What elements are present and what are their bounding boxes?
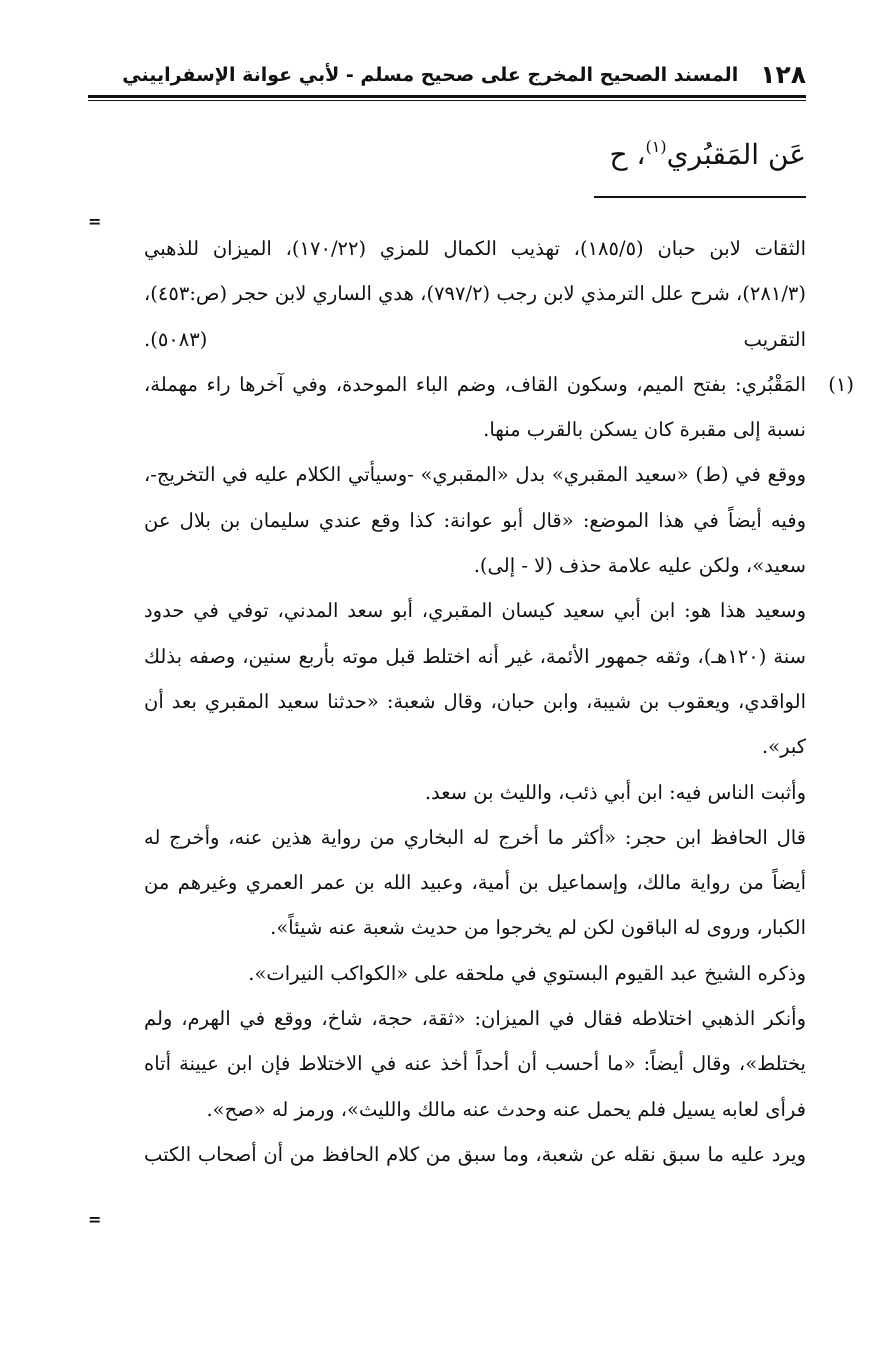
page-header xyxy=(88,58,806,92)
header-rule xyxy=(88,95,806,98)
main-text xyxy=(609,122,806,180)
footnote-paragraph: وسعيد هذا هو: ابن أبي سعيد كيسان المقبري، أبو سعد المدني، توفي في حدود سنة (١٢٠هـ)، وثقه جمهور الأئمة، غير أنه اختلط قبل موته بأربع سنين، وصفه بذلك الواقدي، ويعقوب بن شيبة، وابن حبان، وقال شعبة: «حدثنا سعيد المقبري بعد أن كبر». xyxy=(144,599,806,759)
continuation-mark-top: = xyxy=(88,212,102,231)
footnotes xyxy=(144,226,854,1177)
footnote-paragraph: المَقْبُري: بفتح الميم، وسكون القاف، وضم الباء الموحدة، وفي آخرها راء مهملة، نسبة إلى مقبرة كان يسكن بالقرب منها. xyxy=(144,372,806,442)
footnote-number: (١) xyxy=(828,372,854,396)
page-number: ١٢٨ xyxy=(760,60,806,89)
footnote-paragraph: وذكره الشيخ عبد القيوم البستوي في ملحقه على «الكواكب النيرات». xyxy=(248,961,806,985)
footnote-paragraph: وأثبت الناس فيه: ابن أبي ذئب، والليث بن سعد. xyxy=(424,780,806,804)
footnote-paragraph: وأنكر الذهبي اختلاطه فقال في الميزان: «ثقة، حجة، شاخ، ووقع في الهرم، ولم يختلط»، وقال أيضاً: «ما أحسب أن أحداً أخذ عنه في الاختلاط فإن ابن عيينة أتاه فرأى لعابه يسيل فلم يحمل عنه وحدث عنه مالك والليث»، ورمز له «صح». xyxy=(144,1007,806,1121)
continuation-mark-bottom: = xyxy=(88,1210,102,1229)
footnote-reference[interactable]: (١) xyxy=(645,137,667,156)
footnote-paragraph-continued: ويرد عليه ما سبق نقله عن شعبة، وما سبق من كلام الحافظ من أن أصحاب الكتب xyxy=(144,1142,806,1166)
header-rule-thin xyxy=(88,100,806,101)
footnote-1-first-paragraph xyxy=(144,362,854,453)
main-text-end: ، ح xyxy=(609,138,646,171)
main-text-start: عَن المَقبُري xyxy=(666,138,806,171)
footnote-paragraph: قال الحافظ ابن حجر: «أكثر ما أخرج له البخاري من رواية هذين عنه، وأخرج له أيضاً من رواية مالك، وإسماعيل بن أمية، وعبيد الله بن عمر العمري وغيرهم من الكبار، وروى له الباقون لكن لم يخرجوا من حديث شعبة عنه شيئاً». xyxy=(144,825,806,940)
footnote-separator xyxy=(594,196,806,198)
footnote-continued-paragraph: الثقات لابن حبان (١٨٥/٥)، تهذيب الكمال للمزي (١٧٠/٢٢)، الميزان للذهبي (٢٨١/٣)، شرح علل الترمذي لابن رجب (٧٩٧/٢)، هدي الساري لابن حجر (ص:٤٥٣)، التقريب (٥٠٨٣). xyxy=(144,237,807,351)
running-title: المسند الصحيح المخرج على صحيح مسلم - لأبي عوانة الإسفراييني xyxy=(122,64,739,86)
footnote-paragraph: ووقع في (ط) «سعيد المقبري» بدل «المقبري» -وسيأتي الكلام عليه في التخريج-، وفيه أيضاً في هذا الموضع: «قال أبو عوانة: كذا وقع عندي سليمان بن بلال عن سعيد»، ولكن عليه علامة حذف (لا - إلى). xyxy=(144,463,806,578)
